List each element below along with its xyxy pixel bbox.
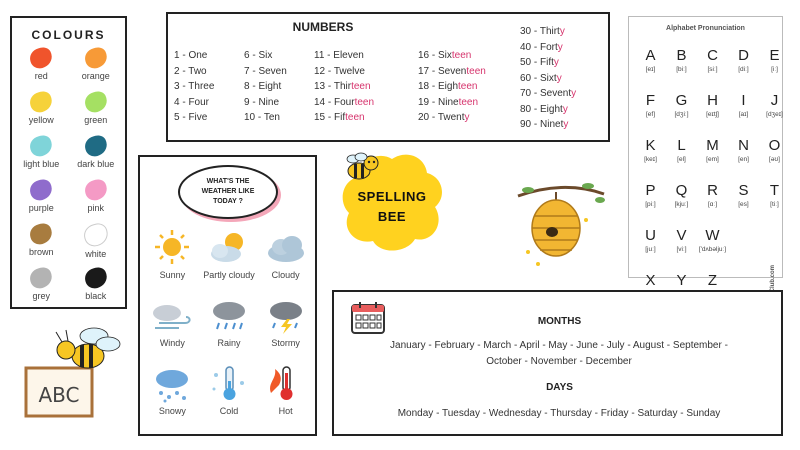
alphabet-letter — [666, 92, 697, 133]
letter-glyph: Z — [707, 272, 718, 289]
letter-glyph: E — [769, 47, 780, 64]
colour-label: grey — [32, 291, 50, 301]
alphabet-letter — [635, 47, 666, 88]
number-text: 11 - Eleven — [314, 50, 364, 61]
letter-glyph: V — [676, 227, 687, 244]
letter-glyph: Q — [675, 182, 688, 199]
letter-pronunciation: [en] — [738, 156, 749, 163]
number-item — [418, 50, 486, 66]
colour-label: white — [85, 249, 107, 259]
colour-swatch — [28, 221, 54, 246]
number-item — [244, 50, 287, 66]
number-item — [314, 97, 374, 113]
letter-pronunciation: [eɪtʃ] — [706, 111, 719, 118]
alphabet-letter — [728, 137, 759, 178]
alphabet-panel — [628, 16, 783, 289]
letter-glyph: G — [675, 92, 688, 109]
letter-pronunciation: [keɪ] — [644, 156, 657, 163]
storm-icon — [263, 295, 309, 335]
number-suffix: teen — [451, 50, 472, 61]
number-suffix: y — [571, 88, 577, 99]
colour-label: pink — [87, 203, 104, 213]
letter-glyph: K — [645, 137, 656, 154]
colour-swatch — [81, 221, 110, 248]
weather-question: WHAT'S THE WEATHER LIKE TODAY ? — [201, 178, 255, 205]
letter-glyph: J — [770, 92, 779, 109]
alphabet-letter — [697, 227, 728, 268]
number-item — [244, 81, 287, 97]
number-suffix: teen — [345, 112, 365, 123]
number-text: 80 - Eight — [520, 103, 563, 115]
colours-title: COLOURS — [31, 28, 106, 42]
colour-swatch — [28, 45, 54, 70]
letter-glyph: F — [645, 92, 656, 109]
number-suffix: teen — [354, 96, 375, 108]
letter-glyph: A — [645, 47, 656, 64]
number-item — [244, 97, 287, 113]
number-item — [174, 112, 214, 128]
colour-item — [71, 180, 122, 222]
letter-pronunciation: [dʒiː] — [674, 111, 689, 118]
numbers-column — [418, 50, 486, 128]
colour-label: red — [34, 71, 48, 81]
months-title: MONTHS — [537, 316, 582, 327]
alphabet-letter — [635, 92, 666, 133]
number-item — [418, 112, 486, 128]
letter-glyph: I — [741, 92, 746, 109]
number-text: 10 - Ten — [244, 112, 280, 123]
alphabet-letter — [759, 92, 790, 133]
letter-glyph: O — [768, 137, 781, 154]
number-text: 50 - Fift — [520, 57, 554, 68]
weather-label: Rainy — [217, 338, 241, 348]
weather-item — [201, 363, 258, 425]
letter-glyph: Y — [676, 272, 687, 289]
letter-pronunciation: [viː] — [676, 246, 687, 253]
number-text: 14 - Four — [314, 96, 355, 108]
number-text: 5 - Five — [174, 112, 208, 123]
number-item — [520, 42, 576, 58]
number-item — [244, 66, 287, 82]
months-days-panel — [332, 290, 783, 436]
number-item — [520, 73, 576, 89]
beehive-icon — [516, 180, 606, 270]
alphabet-letter — [759, 137, 790, 178]
colour-label: orange — [81, 71, 110, 81]
number-item — [418, 81, 486, 97]
colour-item — [16, 92, 67, 134]
cold-thermometer-icon — [206, 363, 252, 403]
alphabet-letter — [635, 227, 666, 268]
numbers-panel — [166, 12, 610, 142]
letter-glyph: S — [738, 182, 749, 199]
number-text: 2 - Two — [174, 65, 207, 77]
number-suffix: y — [563, 119, 569, 130]
numbers-column — [244, 50, 287, 128]
number-text: 20 - Twent — [418, 112, 465, 123]
number-text: 12 - Twelve — [314, 65, 365, 77]
letter-pronunciation: [piː] — [645, 201, 656, 208]
number-text: 13 - Thir — [314, 81, 352, 92]
number-item — [174, 66, 214, 82]
number-suffix: y — [557, 41, 563, 53]
letter-glyph: H — [707, 92, 718, 109]
months-line-2: October - November - December — [486, 356, 632, 367]
hot-thermometer-icon — [263, 363, 309, 403]
alphabet-title: Alphabet Pronunciation — [666, 25, 745, 32]
letter-pronunciation: [juː] — [645, 246, 656, 253]
colour-item — [71, 224, 122, 266]
letter-glyph: P — [645, 182, 656, 199]
colour-label: green — [84, 115, 108, 125]
number-suffix: y — [562, 103, 568, 115]
colour-swatch — [28, 133, 54, 158]
colour-item — [71, 48, 122, 90]
colour-swatch — [28, 177, 54, 202]
colour-label: purple — [28, 203, 54, 213]
spelling-bee-title — [337, 187, 447, 227]
rain-icon — [206, 295, 252, 335]
alphabet-grid — [635, 47, 790, 313]
numbers-column — [174, 50, 214, 128]
number-text: 7 - Seven — [244, 65, 287, 77]
letter-pronunciation: [iː] — [771, 66, 778, 73]
spelling-bee-line2: BEE — [377, 209, 407, 224]
weather-item — [257, 295, 314, 357]
colour-item — [71, 268, 122, 310]
colour-swatch — [83, 45, 109, 70]
number-item — [520, 104, 576, 120]
colour-swatch — [28, 89, 54, 114]
alphabet-letter — [697, 47, 728, 88]
weather-item — [257, 227, 314, 289]
letter-glyph: T — [769, 182, 780, 199]
colour-swatch — [83, 265, 109, 290]
alphabet-letter — [697, 92, 728, 133]
months-line-1: January - February - March - April - May - June - July - August - September - — [390, 340, 728, 351]
weather-grid — [144, 227, 314, 425]
letter-pronunciation: ['dʌbəljuː] — [698, 246, 727, 253]
letter-pronunciation: [em] — [706, 156, 719, 163]
number-item — [418, 97, 486, 113]
alphabet-letter — [697, 137, 728, 178]
colour-item — [71, 136, 122, 178]
colour-label: light blue — [23, 159, 60, 169]
letter-glyph: L — [677, 137, 686, 154]
alphabet-letter — [635, 137, 666, 178]
number-suffix: y — [464, 112, 470, 123]
weather-panel — [138, 155, 317, 436]
letter-pronunciation: [dʒeɪ] — [766, 111, 783, 118]
number-suffix: teen — [466, 65, 486, 77]
snow-icon — [149, 363, 195, 403]
numbers-title: NUMBERS — [292, 20, 354, 34]
alphabet-letter — [666, 137, 697, 178]
number-item — [520, 57, 576, 73]
number-suffix: teen — [458, 96, 479, 108]
alphabet-letter — [666, 182, 697, 223]
weather-item — [201, 295, 258, 357]
letter-pronunciation: [kjuː] — [674, 201, 689, 208]
letter-pronunciation: [əʊ] — [769, 156, 780, 163]
weather-label: Stormy — [271, 338, 300, 348]
number-item — [244, 112, 287, 128]
number-text: 18 - Eigh — [418, 81, 459, 92]
colour-item — [16, 224, 67, 266]
colour-swatch — [83, 133, 109, 158]
alphabet-letter — [759, 47, 790, 88]
letter-glyph: U — [645, 227, 656, 244]
weather-label: Hot — [278, 406, 293, 416]
letter-glyph: C — [707, 47, 718, 64]
weather-item — [144, 295, 201, 357]
letter-glyph: B — [676, 47, 687, 64]
letter-pronunciation: [siː] — [707, 66, 718, 73]
colour-swatch — [83, 177, 109, 202]
letter-glyph: M — [706, 137, 719, 154]
alphabet-letter — [728, 92, 759, 133]
weather-question-bubble — [178, 165, 278, 219]
weather-item — [144, 363, 201, 425]
letter-glyph: R — [707, 182, 718, 199]
colour-swatch — [28, 265, 54, 290]
number-item — [174, 81, 214, 97]
letter-pronunciation: [aɪ] — [738, 111, 749, 118]
weather-label: Sunny — [159, 270, 186, 280]
number-item — [314, 50, 374, 66]
colour-item — [71, 92, 122, 134]
letter-glyph: D — [738, 47, 749, 64]
number-item — [520, 26, 576, 42]
colour-label: yellow — [28, 115, 54, 125]
alphabet-letter — [666, 227, 697, 268]
number-item — [314, 66, 374, 82]
weather-item — [257, 363, 314, 425]
partly-cloudy-icon — [206, 227, 252, 267]
number-text: 90 - Ninet — [520, 119, 564, 130]
alphabet-letter — [666, 47, 697, 88]
weather-label: Snowy — [158, 406, 186, 416]
colour-label: dark blue — [77, 159, 115, 169]
number-text: 3 - Three — [174, 81, 215, 92]
number-item — [520, 119, 576, 135]
alphabet-letter — [759, 182, 790, 223]
colours-panel — [10, 16, 127, 309]
number-text: 8 - Eight — [244, 81, 282, 92]
number-text: 30 - Thirt — [520, 26, 560, 37]
letter-pronunciation: [tiː] — [770, 201, 779, 208]
colour-label: black — [85, 291, 107, 301]
number-item — [314, 112, 374, 128]
letter-pronunciation: [ef] — [645, 111, 656, 118]
colour-item — [16, 136, 67, 178]
alphabet-letter — [728, 182, 759, 223]
number-item — [174, 97, 214, 113]
number-text: 9 - Nine — [244, 96, 280, 108]
alphabet-letter — [635, 182, 666, 223]
letter-pronunciation: [eɪ] — [645, 66, 656, 73]
number-text: 1 - One — [174, 50, 208, 61]
number-text: 15 - Fif — [314, 112, 346, 123]
letter-glyph: X — [645, 272, 656, 289]
weather-label: Cold — [219, 406, 239, 416]
number-item — [174, 50, 214, 66]
number-item — [314, 81, 374, 97]
letter-pronunciation: [es] — [738, 201, 749, 208]
wind-icon — [149, 295, 195, 335]
abc-bee-icon — [22, 326, 122, 418]
colour-item — [16, 180, 67, 222]
alphabet-letter — [697, 182, 728, 223]
number-text: 70 - Sevent — [520, 88, 572, 99]
abc-board-text: ABC — [38, 383, 80, 407]
number-text: 4 - Four — [174, 96, 210, 108]
number-text: 16 - Six — [418, 50, 452, 61]
colour-label: brown — [28, 247, 54, 257]
number-text: 6 - Six — [244, 50, 273, 61]
spelling-bee-badge — [337, 145, 447, 255]
weather-item — [201, 227, 258, 289]
abc-bee-illustration — [22, 326, 122, 418]
number-item — [418, 66, 486, 82]
number-suffix: teen — [458, 81, 478, 92]
letter-glyph: W — [705, 227, 720, 244]
number-suffix: y — [559, 26, 565, 37]
days-line: Monday - Tuesday - Wednesday - Thursday - Friday - Saturday - Sunday — [397, 408, 721, 419]
number-text: 60 - Sixt — [520, 72, 557, 84]
number-suffix: y — [556, 72, 562, 84]
weather-label: Partly cloudy — [203, 270, 255, 280]
colour-swatch — [83, 89, 109, 114]
colour-item — [16, 48, 67, 90]
cloud-icon — [263, 227, 309, 267]
colour-item — [16, 268, 67, 310]
numbers-column — [314, 50, 374, 128]
beehive-illustration — [516, 180, 606, 270]
colours-grid — [12, 42, 125, 310]
weather-label: Windy — [159, 338, 185, 348]
number-text: 40 - Fort — [520, 41, 558, 53]
letter-glyph: N — [738, 137, 749, 154]
number-suffix: teen — [351, 81, 371, 92]
days-title: DAYS — [546, 382, 573, 393]
letter-pronunciation: [biː] — [676, 66, 687, 73]
number-text: 19 - Nine — [418, 96, 459, 108]
letter-pronunciation: [ɑː] — [707, 201, 718, 208]
number-suffix: y — [553, 57, 559, 68]
weather-item — [144, 227, 201, 289]
letter-pronunciation: [el] — [677, 156, 686, 163]
alphabet-letter — [728, 47, 759, 88]
sun-icon — [149, 227, 195, 267]
letter-pronunciation: [diː] — [738, 66, 749, 73]
numbers-column — [520, 26, 576, 135]
number-item — [520, 88, 576, 104]
spelling-bee-line1: SPELLING — [357, 189, 427, 204]
weather-label: Cloudy — [271, 270, 300, 280]
number-text: 17 - Seven — [418, 65, 467, 77]
